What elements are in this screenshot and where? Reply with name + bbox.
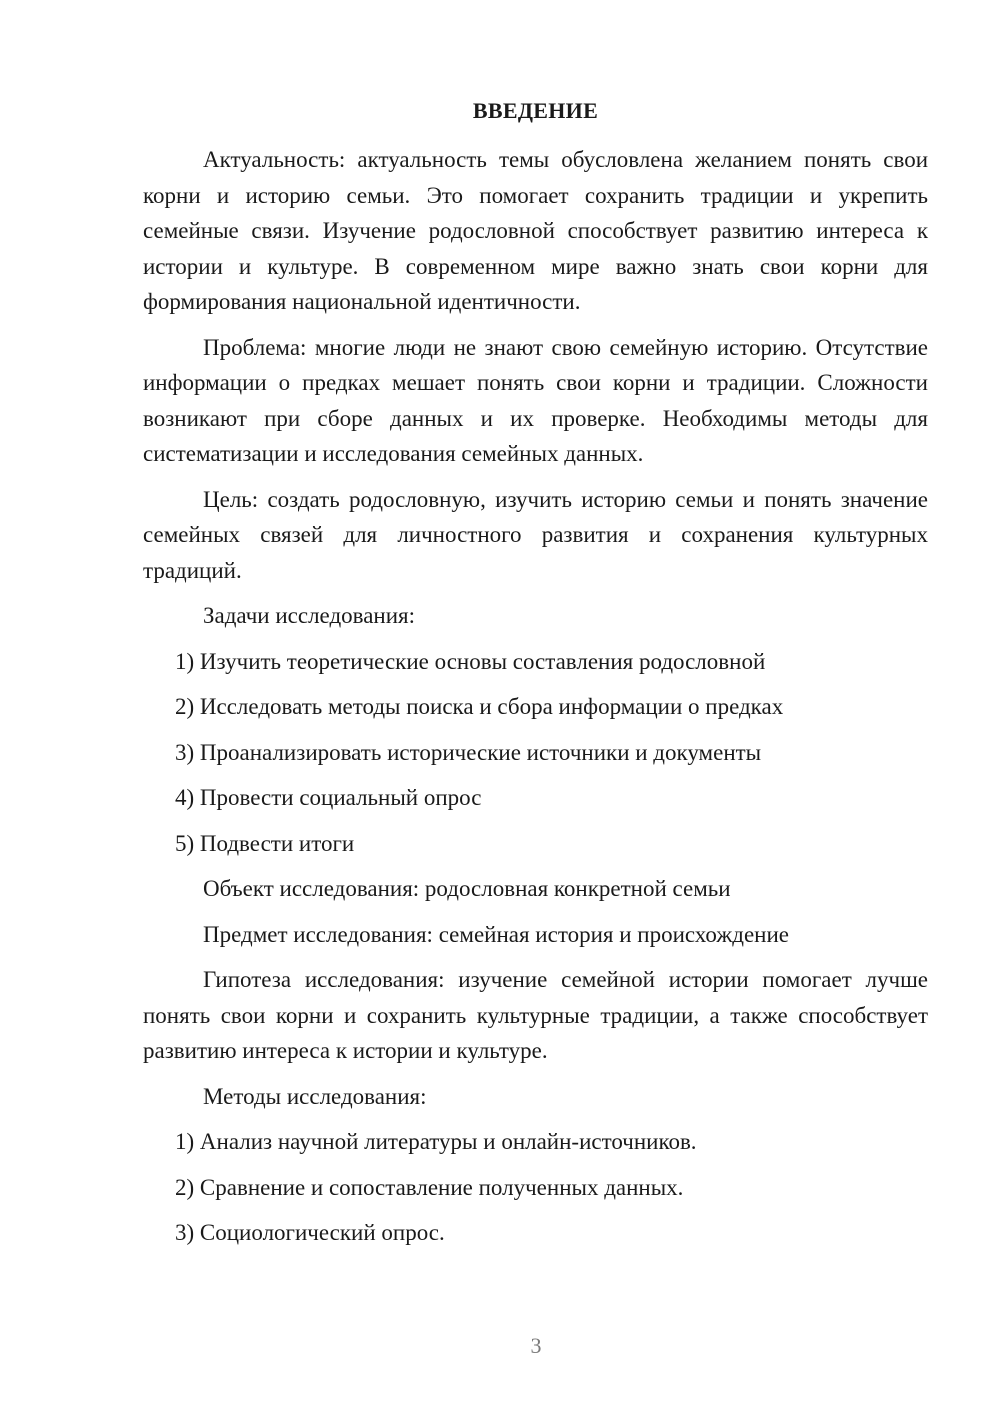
task-item: 1) Изучить теоретические основы составления родословной bbox=[175, 648, 766, 674]
problem-paragraph: Проблема: многие люди не знают свою семейную историю. Отсутствие информации о предках мешает понять свои корни и традиции. Сложности возникают при сборе данных и их проверке. Необходимы методы для систематизации и исследования семейных данных. bbox=[143, 334, 928, 466]
page-number: 3 bbox=[530, 1333, 542, 1358]
document-page bbox=[143, 96, 928, 1251]
tasks-heading: Задачи исследования: bbox=[203, 603, 416, 628]
method-item: 3) Социологический опрос. bbox=[175, 1220, 445, 1245]
task-item: 2) Исследовать методы поиска и сбора информации о предках bbox=[175, 694, 784, 719]
task-item: 3) Проанализировать исторические источники и документы bbox=[175, 739, 762, 765]
task-item: 5) Подвести итоги bbox=[175, 830, 355, 856]
relevance-paragraph: Актуальность: актуальность темы обусловлена желанием понять свои корни и историю семьи. Это помогает сохранить традиции и укрепить семейные связи. Изучение родословной способствует развитию интереса к истории и культуре. В современном мире важно знать свои корни для формирования национальной идентичности. bbox=[143, 147, 928, 314]
method-item: 2) Сравнение и сопоставление полученных данных. bbox=[175, 1174, 684, 1200]
task-item: 4) Провести социальный опрос bbox=[175, 785, 482, 810]
methods-heading: Методы исследования: bbox=[203, 1083, 427, 1109]
hypothesis-paragraph: Гипотеза исследования: изучение семейной истории помогает лучше понять свои корни и сохранить культурные традиции, а также способствует развитию интереса к истории и культуре. bbox=[143, 967, 928, 1063]
research-subject: Предмет исследования: семейная история и происхождение bbox=[203, 921, 789, 947]
method-item: 1) Анализ научной литературы и онлайн-источников. bbox=[175, 1129, 697, 1154]
goal-paragraph: Цель: создать родословную, изучить историю семьи и понять значение семейных связей для личностного развития и сохранения культурных традиций. bbox=[143, 486, 928, 583]
page-title: ВВЕДЕНИЕ bbox=[472, 98, 599, 123]
research-object: Объект исследования: родословная конкретной семьи bbox=[203, 876, 731, 901]
